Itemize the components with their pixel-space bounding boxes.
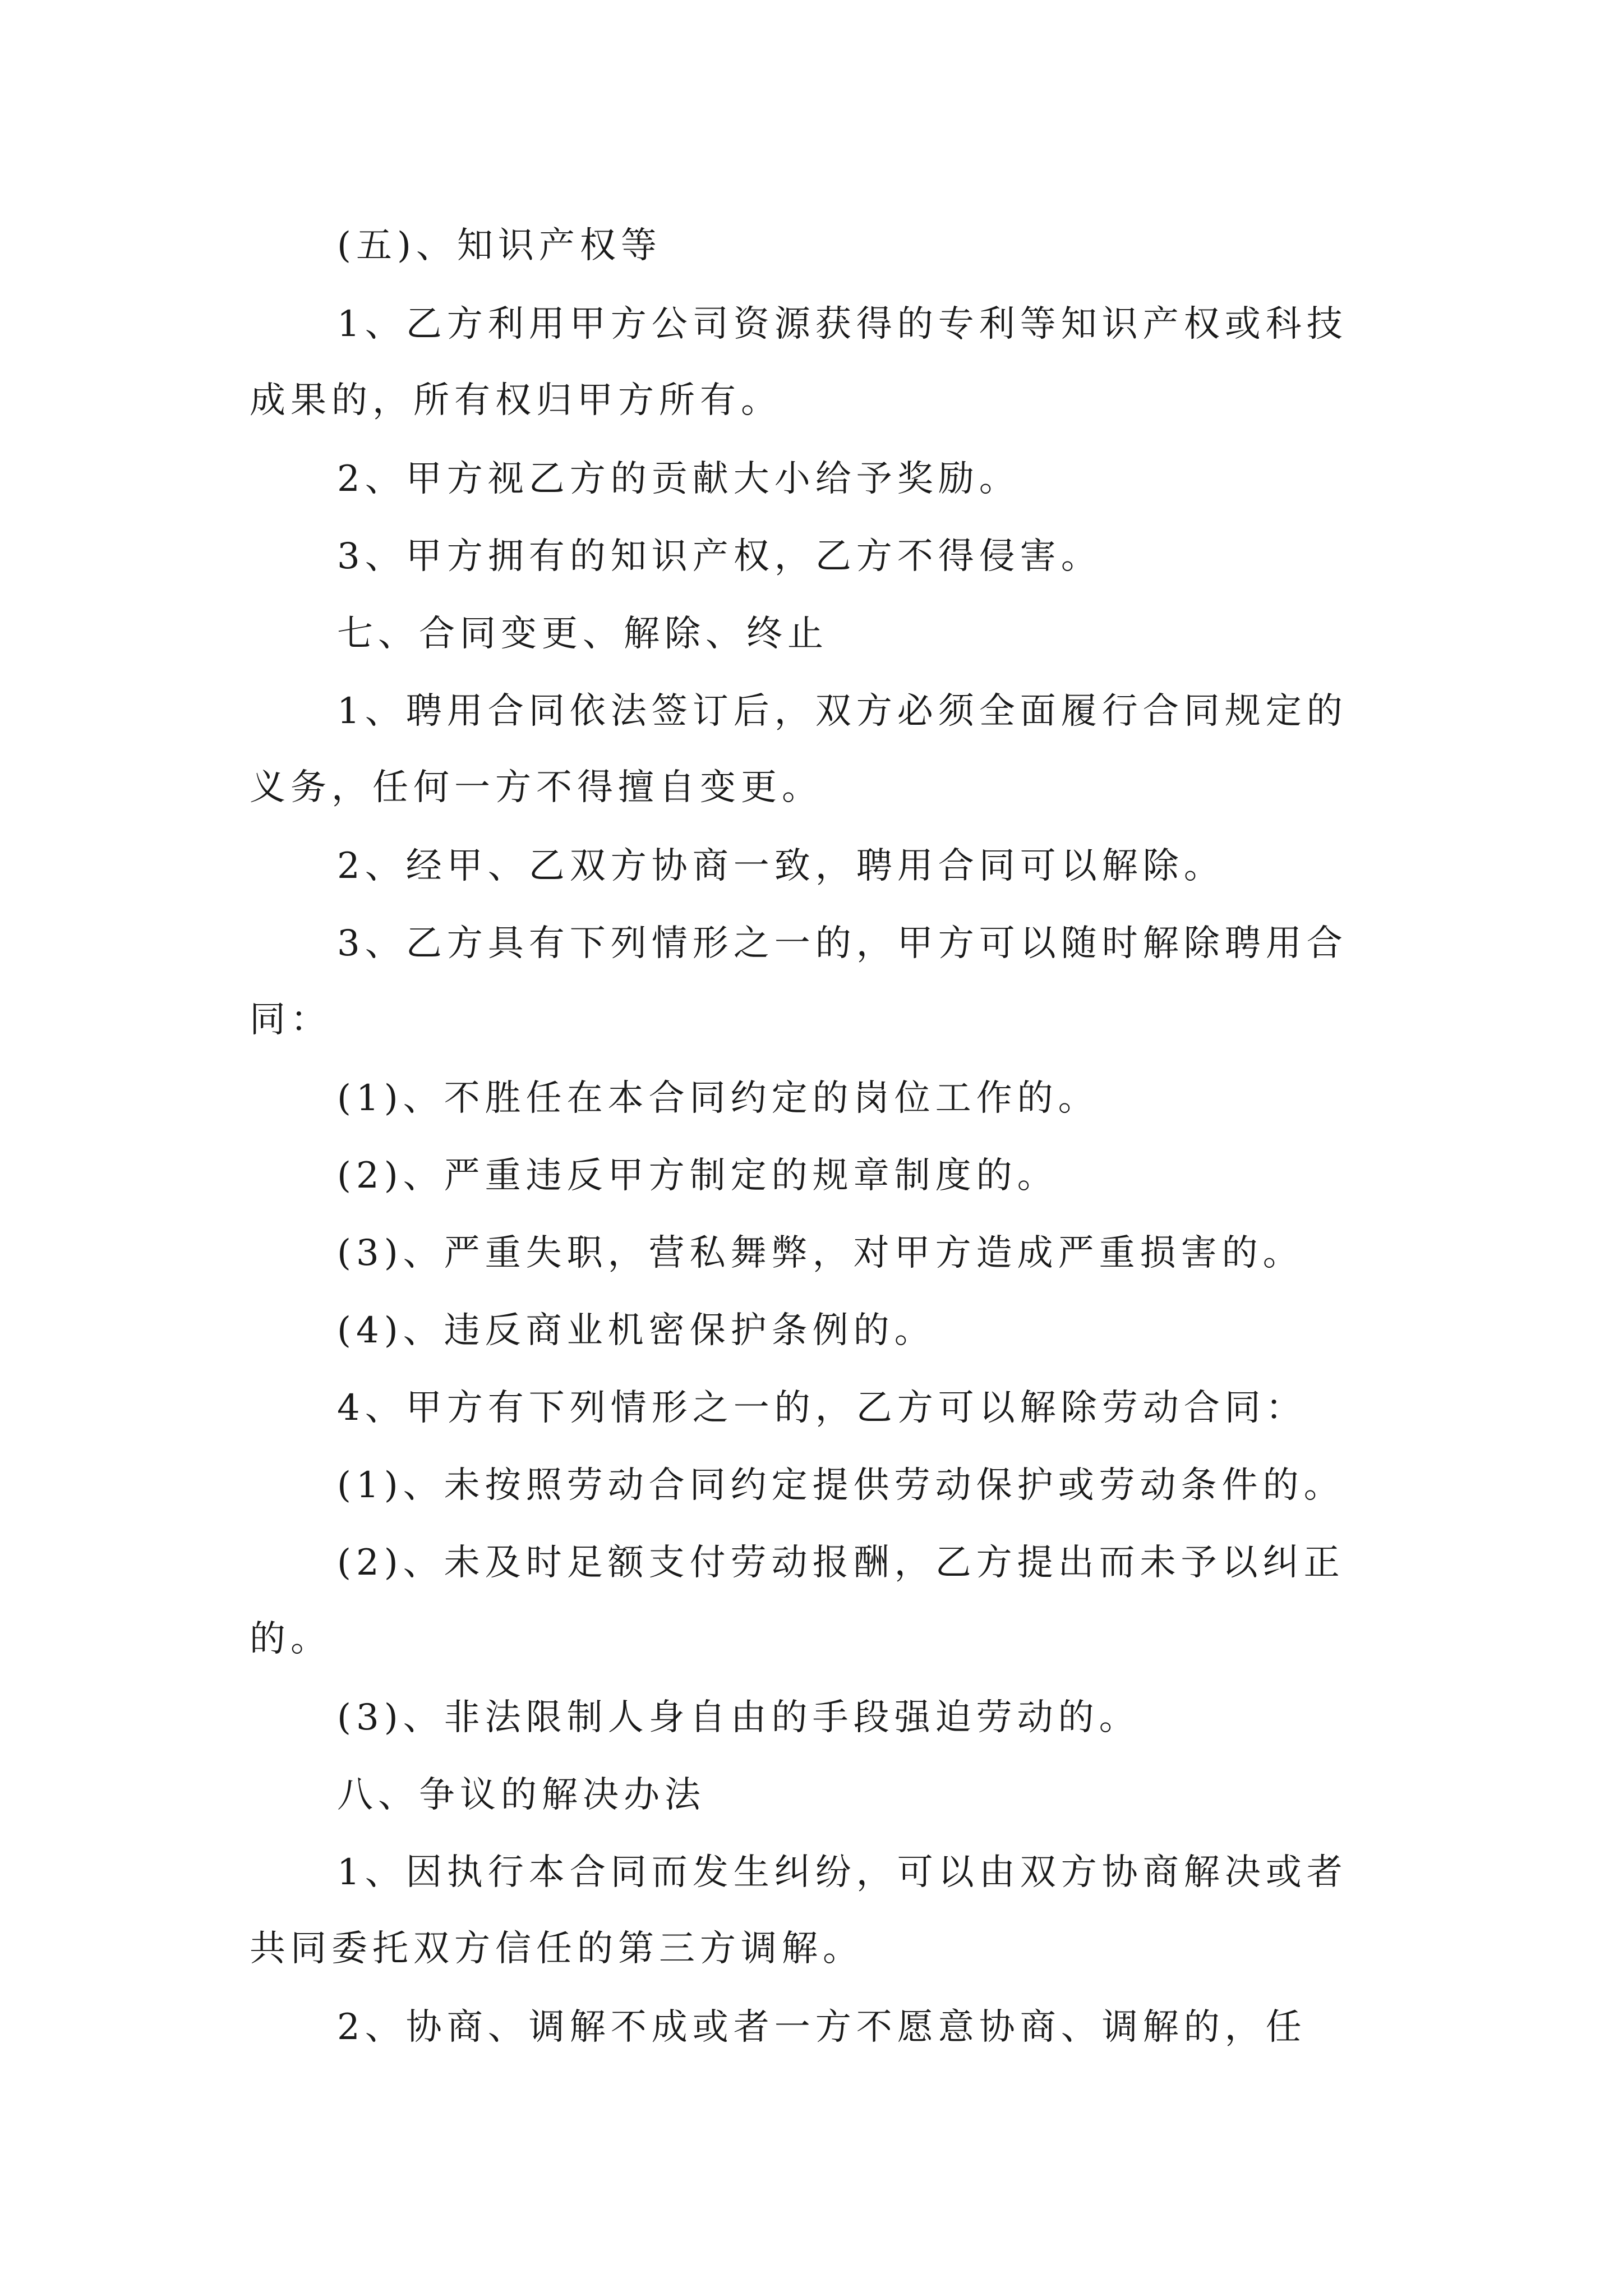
paragraph-change-1: 1、聘用合同依法签订后，双方必须全面履行合同规定的义务，任何一方不得擅自变更。 [250,691,1348,808]
list-item-employer-4: (4)、违反商业机密保护条例的。 [337,1310,935,1351]
list-item-employee-1: (1)、未按照劳动合同约定提供劳动保护或劳动条件的。 [337,1465,1345,1506]
list-item-employee-2: (2)、未及时足额支付劳动报酬，乙方提出而未予以纠正的。 [250,1542,1345,1660]
section-heading-contract-change: 七、合同变更、解除、终止 [337,613,828,655]
list-item-employer-1: (1)、不胜任在本合同约定的岗位工作的。 [337,1078,1099,1119]
list-item-employer-2: (2)、严重违反甲方制定的规章制度的。 [337,1155,1058,1197]
paragraph-ip-1: 1、乙方利用甲方公司资源获得的专利等知识产权或科技成果的，所有权归甲方所有。 [250,303,1348,421]
paragraph-change-3: 3、乙方具有下列情形之一的，甲方可以随时解除聘用合同： [250,923,1348,1041]
list-item-employee-3: (3)、非法限制人身自由的手段强迫劳动的。 [337,1697,1140,1738]
paragraph-ip-3: 3、甲方拥有的知识产权，乙方不得侵害。 [337,536,1102,577]
paragraph-ip-2: 2、甲方视乙方的贡献大小给予奖励。 [337,458,1020,500]
paragraph-change-2: 2、经甲、乙双方协商一致，聘用合同可以解除。 [337,845,1225,887]
paragraph-dispute-1: 1、因执行本合同而发生纠纷，可以由双方协商解决或者共同委托双方信任的第三方调解。 [250,1852,1348,1970]
list-item-employer-3: (3)、严重失职，营私舞弊，对甲方造成严重损害的。 [337,1232,1304,1274]
paragraph-change-4: 4、甲方有下列情形之一的，乙方可以解除劳动合同： [337,1387,1307,1429]
section-heading-intellectual-property: (五)、知识产权等 [337,225,662,266]
section-heading-dispute-resolution: 八、争议的解决办法 [337,1774,706,1816]
paragraph-dispute-2: 2、协商、调解不成或者一方不愿意协商、调解的，任 [337,2007,1307,2048]
